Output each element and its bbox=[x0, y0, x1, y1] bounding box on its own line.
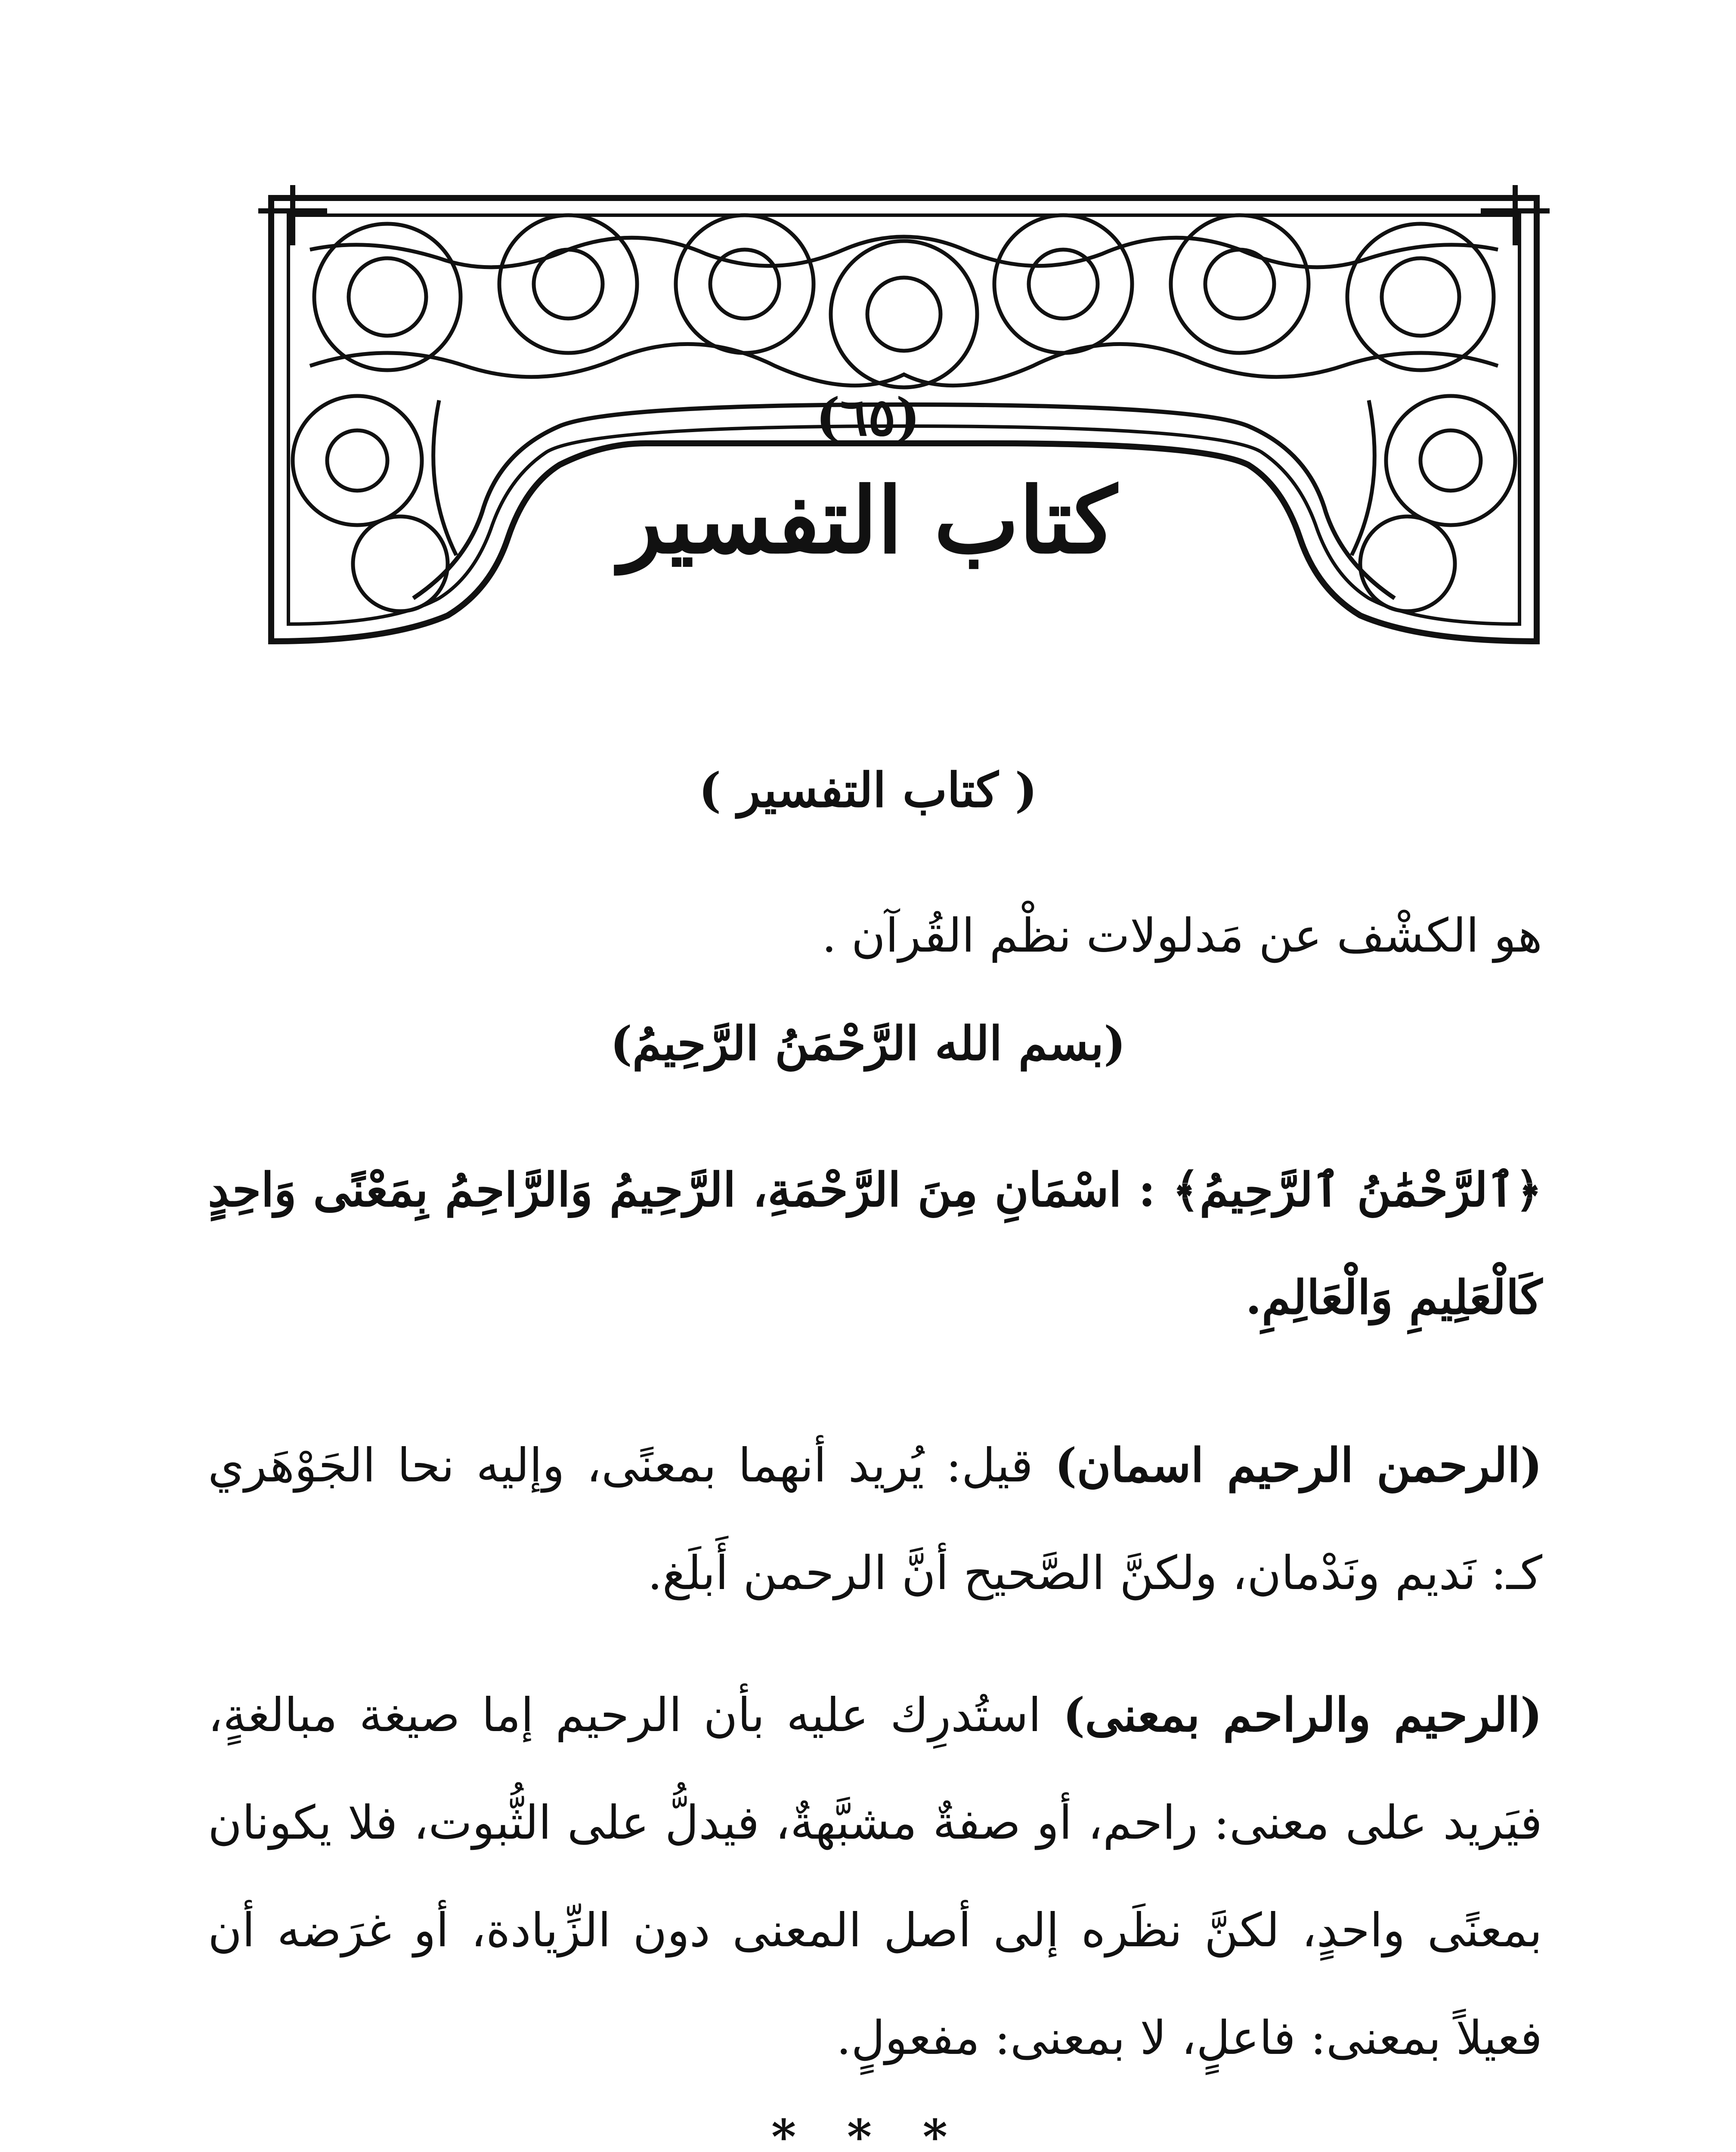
basmala-heading: (بسم الله الرَّحْمَنُ الرَّحِيمُ) bbox=[610, 1017, 1126, 1071]
chapter-number: (٦٥) bbox=[816, 387, 920, 448]
commentary-lead-1: (الرحمن الرحيم اسمان) bbox=[1055, 1438, 1542, 1493]
definition-line: هو الكشْف عن مَدلولات نظْم القُرآن . bbox=[822, 909, 1542, 963]
chapter-title: كتاب التفسير bbox=[619, 467, 1117, 574]
section-separator: * * * bbox=[771, 2109, 965, 2152]
section-heading: ( كتاب التفسير ) bbox=[699, 762, 1037, 818]
commentary-lead-2: (الرحيم والراحم بمعنى) bbox=[1063, 1688, 1542, 1742]
verse-paragraph: ﴿ٱلرَّحْمَٰنُ ٱلرَّحِيمُ﴾ : اسْمَانِ مِنَ الرَّحْمَةِ، الرَّحِيمُ وَالرَّاحِمُ بِمَعْنًى وَاحِدٍ كَالْعَلِيمِ وَالْعَالِمِ. bbox=[208, 1163, 1542, 1325]
commentary-paragraph-1 bbox=[208, 1412, 1542, 1627]
commentary-text-1: قيل: يُريد أنهما بمعنًى، وإليه نحا الجَوْهَري كـ: نَديم ونَدْمان، ولكنَّ الصَّحيح أنَّ الرحمن أَبلَغ. bbox=[208, 1439, 1542, 1600]
commentary-text-2: استُدرِك عليه بأن الرحيم إما صيغة مبالغةٍ، فيَريد على معنى: راحم، أو صفةٌ مشبَّهةٌ، فيدلُّ على الثُّبوت، فلا يكونان بمعنًى واحدٍ، لكنَّ نظَره إلى أصل المعنى دون الزِّيادة، أو غرَضه أن فعيلاً بمعنى: فاعلٍ، لا بمعنى: مفعولٍ. bbox=[208, 1688, 1542, 2065]
commentary-paragraph-2 bbox=[208, 1661, 1542, 2092]
